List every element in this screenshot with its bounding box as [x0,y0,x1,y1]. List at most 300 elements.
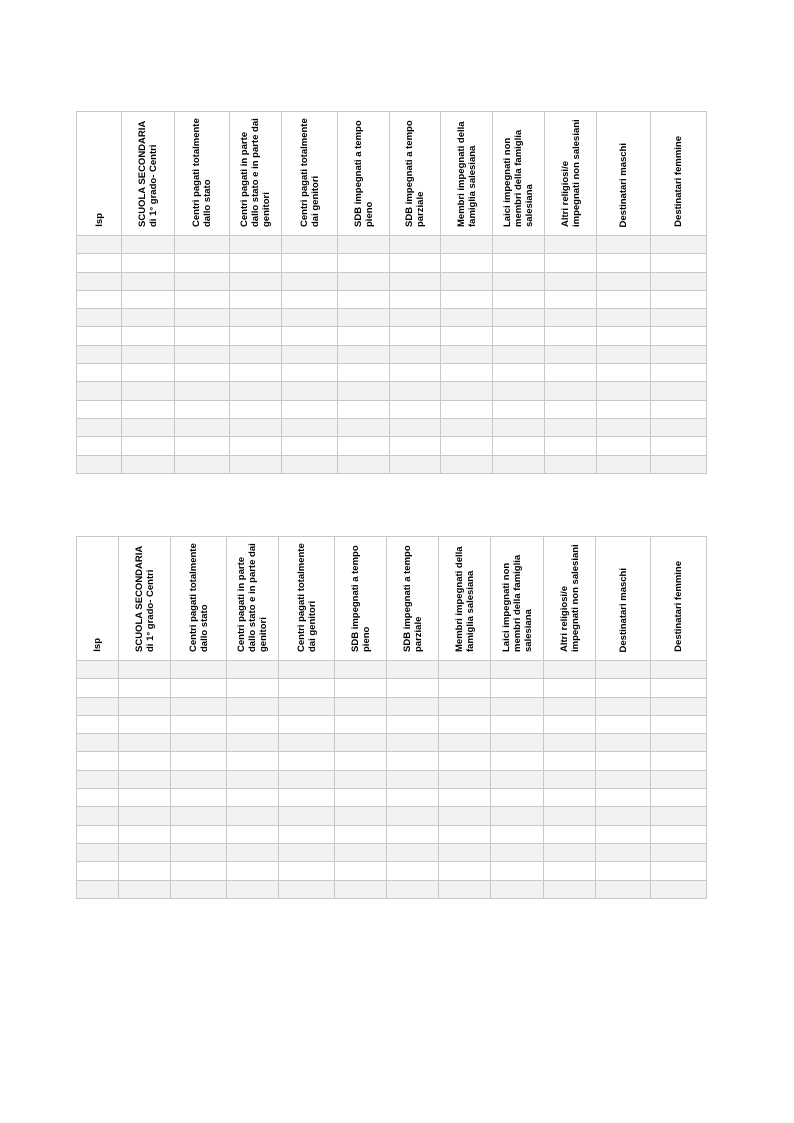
table-cell[interactable] [390,236,441,254]
table-cell[interactable] [77,309,122,327]
table-cell[interactable] [651,715,707,733]
table-cell[interactable] [279,734,335,752]
table-cell[interactable] [77,825,119,843]
table-cell[interactable] [493,290,545,308]
table-cell[interactable] [119,862,171,880]
table-cell[interactable] [122,437,175,455]
table-cell[interactable] [651,437,707,455]
table-cell[interactable] [544,770,596,788]
table-cell[interactable] [544,752,596,770]
table-cell[interactable] [175,327,230,345]
table-cell[interactable] [596,825,651,843]
table-cell[interactable] [171,715,227,733]
table-cell[interactable] [651,862,707,880]
table-cell[interactable] [171,697,227,715]
table-cell[interactable] [441,272,493,290]
table-cell[interactable] [171,770,227,788]
table-cell[interactable] [596,715,651,733]
table-cell[interactable] [230,290,282,308]
table-cell[interactable] [175,345,230,363]
table-cell[interactable] [390,437,441,455]
table-cell[interactable] [171,825,227,843]
table-cell[interactable] [597,382,651,400]
table-cell[interactable] [77,455,122,473]
table-cell[interactable] [119,789,171,807]
table-cell[interactable] [390,455,441,473]
table-cell[interactable] [387,661,439,679]
table-cell[interactable] [390,327,441,345]
table-cell[interactable] [227,770,279,788]
table-cell[interactable] [493,236,545,254]
table-cell[interactable] [171,862,227,880]
table-cell[interactable] [279,825,335,843]
table-cell[interactable] [491,661,544,679]
table-cell[interactable] [77,661,119,679]
table-cell[interactable] [77,697,119,715]
table-cell[interactable] [441,437,493,455]
table-cell[interactable] [597,345,651,363]
table-cell[interactable] [651,418,707,436]
table-cell[interactable] [77,364,122,382]
table-cell[interactable] [439,789,491,807]
table-cell[interactable] [441,327,493,345]
table-cell[interactable] [282,418,338,436]
table-cell[interactable] [491,843,544,861]
table-cell[interactable] [651,309,707,327]
table-cell[interactable] [77,715,119,733]
table-cell[interactable] [441,290,493,308]
table-cell[interactable] [279,789,335,807]
table-cell[interactable] [77,345,122,363]
table-cell[interactable] [335,715,387,733]
table-cell[interactable] [491,734,544,752]
table-cell[interactable] [491,715,544,733]
table-cell[interactable] [439,734,491,752]
table-cell[interactable] [122,455,175,473]
table-cell[interactable] [282,272,338,290]
table-cell[interactable] [335,770,387,788]
table-cell[interactable] [230,364,282,382]
table-cell[interactable] [77,679,119,697]
table-cell[interactable] [122,400,175,418]
table-cell[interactable] [439,770,491,788]
table-cell[interactable] [596,679,651,697]
table-cell[interactable] [651,400,707,418]
table-cell[interactable] [493,400,545,418]
table-cell[interactable] [119,880,171,898]
table-cell[interactable] [597,437,651,455]
table-cell[interactable] [491,862,544,880]
table-cell[interactable] [77,327,122,345]
table-cell[interactable] [282,327,338,345]
table-cell[interactable] [545,345,597,363]
table-cell[interactable] [597,400,651,418]
table-cell[interactable] [119,697,171,715]
table-cell[interactable] [230,382,282,400]
table-cell[interactable] [390,290,441,308]
table-cell[interactable] [493,272,545,290]
table-cell[interactable] [227,789,279,807]
table-cell[interactable] [282,236,338,254]
table-cell[interactable] [77,807,119,825]
table-cell[interactable] [544,715,596,733]
table-cell[interactable] [651,880,707,898]
table-cell[interactable] [171,661,227,679]
table-cell[interactable] [596,661,651,679]
table-cell[interactable] [545,309,597,327]
table-cell[interactable] [338,382,390,400]
table-cell[interactable] [493,455,545,473]
table-cell[interactable] [439,661,491,679]
table-cell[interactable] [77,400,122,418]
table-cell[interactable] [441,364,493,382]
table-cell[interactable] [119,661,171,679]
table-cell[interactable] [338,290,390,308]
table-cell[interactable] [544,862,596,880]
table-cell[interactable] [77,752,119,770]
table-cell[interactable] [544,807,596,825]
table-cell[interactable] [175,290,230,308]
table-cell[interactable] [596,789,651,807]
table-cell[interactable] [122,418,175,436]
table-cell[interactable] [230,345,282,363]
table-cell[interactable] [338,236,390,254]
table-cell[interactable] [390,345,441,363]
table-cell[interactable] [596,734,651,752]
table-cell[interactable] [596,843,651,861]
table-cell[interactable] [651,455,707,473]
table-cell[interactable] [175,437,230,455]
table-cell[interactable] [387,715,439,733]
table-cell[interactable] [491,697,544,715]
table-cell[interactable] [491,679,544,697]
table-cell[interactable] [171,752,227,770]
table-cell[interactable] [230,327,282,345]
table-cell[interactable] [387,770,439,788]
table-cell[interactable] [119,843,171,861]
table-cell[interactable] [77,418,122,436]
table-cell[interactable] [282,400,338,418]
table-cell[interactable] [491,789,544,807]
table-cell[interactable] [175,400,230,418]
table-cell[interactable] [77,843,119,861]
table-cell[interactable] [175,382,230,400]
table-cell[interactable] [387,679,439,697]
table-cell[interactable] [227,862,279,880]
table-cell[interactable] [119,734,171,752]
table-cell[interactable] [230,418,282,436]
table-cell[interactable] [77,789,119,807]
table-cell[interactable] [390,418,441,436]
table-cell[interactable] [439,715,491,733]
table-cell[interactable] [77,236,122,254]
table-cell[interactable] [175,236,230,254]
table-cell[interactable] [387,862,439,880]
table-cell[interactable] [493,345,545,363]
table-cell[interactable] [441,236,493,254]
table-cell[interactable] [651,661,707,679]
table-cell[interactable] [279,807,335,825]
table-cell[interactable] [651,697,707,715]
table-cell[interactable] [279,880,335,898]
table-cell[interactable] [227,661,279,679]
table-cell[interactable] [493,364,545,382]
table-cell[interactable] [441,382,493,400]
table-cell[interactable] [122,254,175,272]
table-cell[interactable] [491,880,544,898]
table-cell[interactable] [651,327,707,345]
table-cell[interactable] [282,309,338,327]
table-cell[interactable] [651,807,707,825]
table-cell[interactable] [230,309,282,327]
table-cell[interactable] [175,254,230,272]
table-cell[interactable] [279,770,335,788]
table-cell[interactable] [171,843,227,861]
table-cell[interactable] [227,843,279,861]
table-cell[interactable] [491,770,544,788]
table-cell[interactable] [387,697,439,715]
table-cell[interactable] [651,364,707,382]
table-cell[interactable] [390,272,441,290]
table-cell[interactable] [77,272,122,290]
table-cell[interactable] [491,752,544,770]
table-cell[interactable] [282,290,338,308]
table-cell[interactable] [175,364,230,382]
table-cell[interactable] [597,364,651,382]
table-cell[interactable] [651,679,707,697]
table-cell[interactable] [441,400,493,418]
table-cell[interactable] [227,880,279,898]
table-cell[interactable] [545,236,597,254]
table-cell[interactable] [493,418,545,436]
table-cell[interactable] [439,752,491,770]
table-cell[interactable] [493,254,545,272]
table-cell[interactable] [119,679,171,697]
table-cell[interactable] [597,272,651,290]
table-cell[interactable] [651,789,707,807]
table-cell[interactable] [387,843,439,861]
table-cell[interactable] [77,880,119,898]
table-cell[interactable] [545,382,597,400]
table-cell[interactable] [493,437,545,455]
table-cell[interactable] [230,236,282,254]
table-cell[interactable] [491,807,544,825]
table-cell[interactable] [597,418,651,436]
table-cell[interactable] [439,880,491,898]
table-cell[interactable] [335,862,387,880]
table-cell[interactable] [545,290,597,308]
table-cell[interactable] [441,345,493,363]
table-cell[interactable] [338,254,390,272]
table-cell[interactable] [282,455,338,473]
table-cell[interactable] [387,825,439,843]
table-cell[interactable] [651,843,707,861]
table-cell[interactable] [171,807,227,825]
table-cell[interactable] [279,715,335,733]
table-cell[interactable] [77,770,119,788]
table-cell[interactable] [122,236,175,254]
table-cell[interactable] [387,789,439,807]
table-cell[interactable] [441,309,493,327]
table-cell[interactable] [439,843,491,861]
table-cell[interactable] [597,455,651,473]
table-cell[interactable] [122,327,175,345]
table-cell[interactable] [230,400,282,418]
table-cell[interactable] [441,418,493,436]
table-cell[interactable] [651,254,707,272]
table-cell[interactable] [171,679,227,697]
table-cell[interactable] [493,327,545,345]
table-cell[interactable] [122,290,175,308]
table-cell[interactable] [122,345,175,363]
table-cell[interactable] [545,254,597,272]
table-cell[interactable] [545,272,597,290]
table-cell[interactable] [335,697,387,715]
table-cell[interactable] [338,327,390,345]
table-cell[interactable] [227,734,279,752]
table-cell[interactable] [282,254,338,272]
table-cell[interactable] [227,679,279,697]
table-cell[interactable] [545,418,597,436]
table-cell[interactable] [390,309,441,327]
table-cell[interactable] [544,679,596,697]
table-cell[interactable] [545,437,597,455]
table-cell[interactable] [651,382,707,400]
table-cell[interactable] [387,880,439,898]
table-cell[interactable] [282,437,338,455]
table-cell[interactable] [175,418,230,436]
table-cell[interactable] [279,862,335,880]
table-cell[interactable] [175,455,230,473]
table-cell[interactable] [387,752,439,770]
table-cell[interactable] [279,661,335,679]
table-cell[interactable] [227,752,279,770]
table-cell[interactable] [545,327,597,345]
table-cell[interactable] [119,752,171,770]
table-cell[interactable] [491,825,544,843]
table-cell[interactable] [279,752,335,770]
table-cell[interactable] [439,825,491,843]
table-cell[interactable] [338,272,390,290]
table-cell[interactable] [122,309,175,327]
table-cell[interactable] [230,272,282,290]
table-cell[interactable] [338,418,390,436]
table-cell[interactable] [651,770,707,788]
table-cell[interactable] [441,254,493,272]
table-cell[interactable] [175,272,230,290]
table-cell[interactable] [596,752,651,770]
table-cell[interactable] [439,679,491,697]
table-cell[interactable] [544,789,596,807]
table-cell[interactable] [119,825,171,843]
table-cell[interactable] [493,309,545,327]
table-cell[interactable] [230,437,282,455]
table-cell[interactable] [597,236,651,254]
table-cell[interactable] [119,807,171,825]
table-cell[interactable] [544,880,596,898]
table-cell[interactable] [387,734,439,752]
table-cell[interactable] [335,880,387,898]
table-cell[interactable] [544,825,596,843]
table-cell[interactable] [227,697,279,715]
table-cell[interactable] [77,290,122,308]
table-cell[interactable] [596,770,651,788]
table-cell[interactable] [227,807,279,825]
table-cell[interactable] [282,364,338,382]
table-cell[interactable] [335,807,387,825]
table-cell[interactable] [171,734,227,752]
table-cell[interactable] [171,789,227,807]
table-cell[interactable] [390,400,441,418]
table-cell[interactable] [545,364,597,382]
table-cell[interactable] [338,400,390,418]
table-cell[interactable] [390,382,441,400]
table-cell[interactable] [390,254,441,272]
table-cell[interactable] [279,843,335,861]
table-cell[interactable] [282,382,338,400]
table-cell[interactable] [227,715,279,733]
table-cell[interactable] [544,843,596,861]
table-cell[interactable] [279,679,335,697]
table-cell[interactable] [544,661,596,679]
table-cell[interactable] [230,455,282,473]
table-cell[interactable] [338,309,390,327]
table-cell[interactable] [335,679,387,697]
table-cell[interactable] [171,880,227,898]
table-cell[interactable] [651,345,707,363]
table-cell[interactable] [77,254,122,272]
table-cell[interactable] [545,455,597,473]
table-cell[interactable] [338,437,390,455]
table-cell[interactable] [544,697,596,715]
table-cell[interactable] [119,715,171,733]
table-cell[interactable] [77,862,119,880]
table-cell[interactable] [651,290,707,308]
table-cell[interactable] [439,807,491,825]
table-cell[interactable] [651,734,707,752]
table-cell[interactable] [335,734,387,752]
table-cell[interactable] [119,770,171,788]
table-cell[interactable] [122,382,175,400]
table-cell[interactable] [338,455,390,473]
table-cell[interactable] [77,382,122,400]
table-cell[interactable] [651,825,707,843]
table-cell[interactable] [597,290,651,308]
table-cell[interactable] [596,880,651,898]
table-cell[interactable] [597,309,651,327]
table-cell[interactable] [596,862,651,880]
table-cell[interactable] [544,734,596,752]
table-cell[interactable] [441,455,493,473]
table-cell[interactable] [439,862,491,880]
table-cell[interactable] [335,789,387,807]
table-cell[interactable] [387,807,439,825]
table-cell[interactable] [77,734,119,752]
table-cell[interactable] [651,236,707,254]
table-cell[interactable] [335,661,387,679]
table-cell[interactable] [335,825,387,843]
table-cell[interactable] [390,364,441,382]
table-cell[interactable] [227,825,279,843]
table-cell[interactable] [597,254,651,272]
table-cell[interactable] [282,345,338,363]
table-cell[interactable] [175,309,230,327]
table-cell[interactable] [493,382,545,400]
table-cell[interactable] [338,364,390,382]
table-cell[interactable] [439,697,491,715]
table-cell[interactable] [335,752,387,770]
table-cell[interactable] [77,437,122,455]
